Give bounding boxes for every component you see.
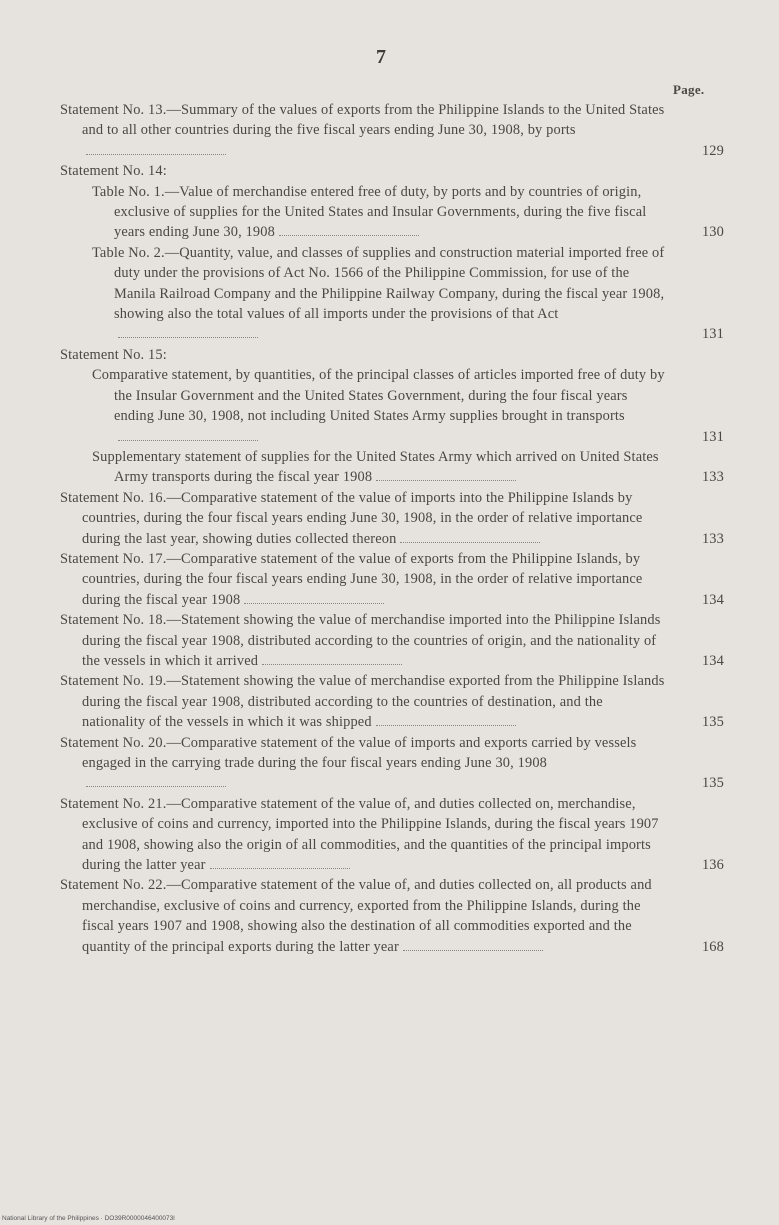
- toc-page-number: 134: [701, 652, 724, 669]
- page-number: 7: [376, 46, 386, 68]
- toc-entry-text: Statement No. 14:: [60, 163, 167, 180]
- dot-leader: [279, 223, 419, 236]
- page-column-heading: Page.: [673, 82, 705, 97]
- toc-entry: [70, 243, 724, 345]
- toc-entry-text: Supplementary statement of supplies for the United States Army which arrived on United States Army transports during the fiscal year 1908: [92, 448, 659, 486]
- toc-entry-text: Statement No. 20.—Comparative statement of the value of imports and exports carried by vessels engaged in the carrying trade during the four fiscal years ending June 30, 1908: [60, 734, 637, 771]
- toc-page-number: 136: [701, 857, 724, 874]
- toc-entry-text: Table No. 1.—Value of merchandise entered free of duty, by ports and by countries of origin, exclusive of supplies for the United States and Insular Governments, during the five fiscal years ending June 30, 1908: [92, 183, 647, 241]
- dot-leader: [262, 652, 402, 665]
- toc-page-number: 168: [701, 938, 724, 955]
- toc-entry-text: Statement No. 17.—Comparative statement of the value of exports from the Philippine Islands, by countries, during the four fiscal years ending June 30, 1908, in the order of relative importance during the fiscal year 1908: [60, 550, 643, 608]
- toc-entry: [70, 447, 724, 488]
- toc-entry: [70, 182, 724, 243]
- toc-page-number: 133: [701, 469, 724, 486]
- dot-leader: [86, 142, 226, 155]
- toc-page-number: 135: [701, 775, 724, 792]
- toc-page-number: 130: [701, 224, 724, 241]
- toc-section-heading: [60, 161, 724, 181]
- toc-entry-text: Statement No. 21.—Comparative statement of the value of, and duties collected on, merchandise, exclusive of coins and currency, imported into the Philippine Islands, during the fiscal years 1907 and 1908, showing also the origin of all commodities, and the quantities of the principal imports during the latter year: [60, 795, 659, 874]
- toc-page-number: 133: [701, 530, 724, 547]
- toc-page-number: 135: [701, 714, 724, 731]
- table-of-contents: [60, 100, 724, 957]
- toc-entry: [60, 488, 724, 549]
- toc-entry: [60, 610, 724, 671]
- scan-footer: National Library of the Philippines · DO39R0000046400073l: [2, 1215, 175, 1222]
- dot-leader: [86, 774, 226, 787]
- toc-entry: [60, 671, 724, 732]
- dot-leader: [376, 713, 516, 726]
- dot-leader: [118, 428, 258, 441]
- toc-entry-text: Statement No. 19.—Statement showing the value of merchandise exported from the Philippine Islands during the fiscal year 1908, distributed according to the countries of destination, and the nationality of the vessels in which it was shipped: [60, 673, 665, 731]
- toc-entry-text: Table No. 2.—Quantity, value, and classes of supplies and construction material imported free of duty under the provisions of Act No. 1566 of the Philippine Commission, for use of the Manila Railroad Company and the Philippine Railway Company, during the fiscal year 1908, showing also the total values of all imports under the provisions of that Act: [92, 244, 665, 323]
- toc-entry: [60, 875, 724, 957]
- dot-leader: [376, 468, 516, 481]
- toc-entry-text: Statement No. 16.—Comparative statement of the value of imports into the Philippine Islands by countries, during the four fiscal years ending June 30, 1908, in the order of relative importance during the last year, showing duties collected thereon: [60, 489, 643, 547]
- toc-entry: [60, 549, 724, 610]
- toc-entry: [60, 100, 724, 161]
- dot-leader: [210, 856, 350, 869]
- toc-entry-text: Comparative statement, by quantities, of the principal classes of articles imported free of duty by the Insular Government and the United States Government, during the four fiscal years ending June 30, 1908, not including United States Army supplies brought in transports: [92, 367, 665, 425]
- toc-page-number: 129: [701, 142, 724, 159]
- toc-page-number: 134: [701, 591, 724, 608]
- dot-leader: [244, 591, 384, 604]
- dot-leader: [400, 530, 540, 543]
- toc-entry-text: Statement No. 15:: [60, 346, 167, 363]
- toc-entry-text: Statement No. 13.—Summary of the values of exports from the Philippine Islands to the United States and to all other countries during the five fiscal years ending June 30, 1908, by ports: [60, 102, 665, 139]
- toc-entry-text: Statement No. 22.—Comparative statement of the value of, and duties collected on, all products and merchandise, exclusive of coins and currency, exported from the Philippine Islands, during the fiscal years 1907 and 1908, showing also the destination of all commodities exported and the quantity of the principal exports during the latter year: [60, 877, 652, 955]
- toc-page-number: 131: [701, 428, 724, 445]
- toc-entry: [60, 794, 724, 876]
- toc-entry-text: Statement No. 18.—Statement showing the value of merchandise imported into the Philippine Islands during the fiscal year 1908, distributed according to the countries of origin, and the nationality of the vessels in which it arrived: [60, 612, 661, 669]
- toc-page-number: 131: [701, 326, 724, 343]
- toc-entry: [60, 733, 724, 794]
- dot-leader: [403, 938, 543, 951]
- dot-leader: [118, 325, 258, 338]
- toc-entry: [70, 365, 724, 447]
- toc-section-heading: [60, 345, 724, 365]
